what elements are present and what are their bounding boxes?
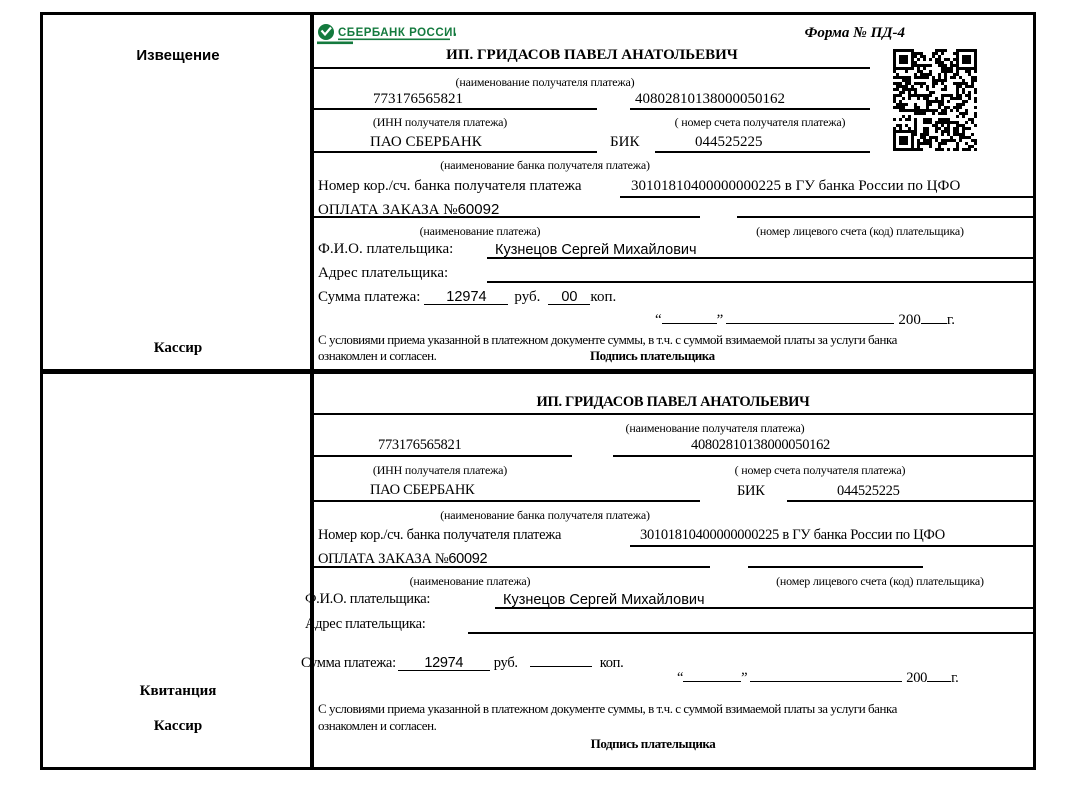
receipt-bank-name: ПАО СБЕРБАНК	[370, 482, 475, 498]
qr-code	[893, 49, 977, 151]
notice-inn: 773176565821	[373, 91, 463, 107]
underline	[468, 632, 1033, 634]
notice-bik-label: БИК	[610, 134, 640, 150]
notice-cashier-label: Кассир	[153, 340, 203, 356]
receipt-kop-label: коп.	[599, 655, 624, 671]
receipt-agreement-line1: С условиями приема указанной в платежном документе суммы, в т.ч. с суммой взимаемой платы за услуги банка	[318, 701, 897, 716]
notice-bank-name: ПАО СБЕРБАНК	[370, 134, 482, 150]
notice-personal-account-caption: (номер лицевого счета (код) плательщика)	[756, 224, 964, 238]
underline	[313, 67, 870, 69]
receipt-payer-address-label: Адрес плательщика:	[305, 616, 426, 632]
receipt-payment-name-label: ОПЛАТА ЗАКАЗА №	[318, 551, 449, 567]
underline	[787, 500, 1033, 502]
receipt-account: 40802810138000050162	[691, 437, 831, 453]
receipt-date-day-field	[683, 666, 741, 682]
receipt-order-number: 60092	[448, 551, 488, 567]
notice-date-row	[655, 308, 955, 329]
receipt-date-month-field	[750, 666, 902, 682]
underline	[487, 257, 1033, 259]
underline	[613, 455, 1033, 457]
underline	[310, 566, 710, 568]
notice-side-label: Извещение	[136, 47, 220, 64]
underline	[313, 413, 1033, 415]
notice-date-month-field	[726, 308, 894, 324]
receipt-corr-label: Номер кор./сч. банка получателя платежа	[318, 527, 562, 543]
underline	[487, 281, 1033, 283]
underline	[655, 151, 870, 153]
receipt-year-prefix: 200	[906, 670, 928, 686]
notice-order-number: 60092	[457, 201, 500, 218]
notice-sum-kop: 00	[548, 289, 590, 305]
receipt-quote-open: “	[677, 670, 684, 686]
receipt-sum-kop	[530, 651, 592, 667]
receipt-bank-caption: (наименование банка получателя платежа)	[440, 508, 650, 522]
receipt-date-row	[677, 666, 958, 687]
receipt-quote-close: ”	[741, 670, 748, 686]
receipt-inn: 773176565821	[378, 437, 462, 453]
receipt-payment-caption: (наименование платежа)	[409, 574, 531, 588]
notice-sum-row	[318, 289, 616, 306]
notice-kop-label: коп.	[590, 289, 617, 305]
notice-payee-caption: (наименование получателя платежа)	[455, 75, 635, 89]
notice-year-prefix: 200	[898, 312, 921, 328]
underline	[737, 216, 1033, 218]
receipt-payee-name: ИП. ГРИДАСОВ ПАВЕЛ АНАТОЛЬЕВИЧ	[536, 394, 810, 410]
underline	[630, 108, 870, 110]
notice-date-day-field	[662, 308, 717, 324]
notice-inn-caption: (ИНН получателя платежа)	[372, 115, 508, 129]
receipt-account-caption: ( номер счета получателя платежа)	[734, 463, 906, 477]
receipt-signature-label: Подпись плательщика	[590, 736, 716, 751]
notice-payee-name: ИП. ГРИДАСОВ ПАВЕЛ АНАТОЛЬЕВИЧ	[446, 47, 738, 63]
receipt-sum-rub: 12974	[398, 655, 490, 671]
notice-account: 40802810138000050162	[635, 91, 785, 107]
receipt-side-label: Квитанция	[139, 683, 217, 699]
section-divider	[43, 369, 1033, 374]
receipt-payer-name-label: Ф.И.О. плательщика:	[305, 591, 431, 607]
underline	[748, 566, 923, 568]
notice-agreement-line2: ознакомлен и согласен.	[318, 348, 437, 363]
notice-payment-caption: (наименование платежа)	[419, 224, 541, 238]
notice-sum-label: Сумма платежа:	[318, 289, 421, 305]
receipt-corr-value: 30101810400000000225 в ГУ банка России по ЦФО	[640, 527, 945, 543]
receipt-year-field	[927, 666, 951, 682]
logo-fineprint-strip	[317, 42, 353, 45]
underline	[620, 196, 1033, 198]
receipt-payee-caption: (наименование получателя платежа)	[625, 421, 805, 435]
notice-corr-value: 30101810400000000225 в ГУ банка России по ЦФО	[631, 178, 961, 194]
notice-corr-label: Номер кор./сч. банка получателя платежа	[318, 178, 582, 194]
underline	[495, 607, 1033, 609]
notice-bik: 044525225	[695, 134, 763, 150]
underline	[630, 545, 1033, 547]
receipt-year-suffix: г.	[951, 670, 959, 686]
receipt-bik: 044525225	[837, 483, 900, 499]
underline	[313, 151, 597, 153]
notice-payer-name: Кузнецов Сергей Михайлович	[495, 242, 697, 258]
receipt-agreement-line2: ознакомлен и согласен.	[318, 718, 437, 733]
receipt-bik-label: БИК	[737, 483, 765, 499]
notice-signature-label: Подпись плательщика	[590, 348, 715, 363]
form-number: Форма № ПД-4	[804, 25, 905, 41]
receipt-rub-label: руб.	[493, 655, 518, 671]
notice-quote-open: “	[655, 312, 662, 328]
receipt-sum-row	[301, 651, 623, 672]
underline	[310, 500, 700, 502]
underline	[310, 216, 700, 218]
receipt-payer-name: Кузнецов Сергей Михайлович	[503, 592, 705, 608]
notice-year-field	[921, 308, 947, 324]
receipt-inn-caption: (ИНН получателя платежа)	[372, 463, 508, 477]
form-inner	[43, 15, 1033, 767]
notice-agreement-line1: С условиями приема указанной в платежном документе суммы, в т.ч. с суммой взимаемой платы за услуги банка	[318, 332, 897, 347]
receipt-cashier-label: Кассир	[153, 718, 203, 734]
notice-account-caption: ( номер счета получателя платежа)	[674, 115, 846, 129]
underline	[310, 455, 572, 457]
notice-payer-name-label: Ф.И.О. плательщика:	[318, 241, 454, 257]
receipt-sum-label: Сумма платежа:	[301, 655, 396, 671]
notice-year-suffix: г.	[946, 312, 956, 328]
notice-quote-close: ”	[716, 312, 724, 328]
notice-payment-name-label: ОПЛАТА ЗАКАЗА №	[318, 202, 458, 218]
sberbank-logo-text: СБЕРБАНК РОССИИ	[338, 27, 456, 39]
notice-payer-address-label: Адрес плательщика:	[318, 265, 449, 281]
receipt-personal-account-caption: (номер лицевого счета (код) плательщика)	[776, 574, 984, 588]
notice-bank-caption: (наименование банка получателя платежа)	[440, 158, 650, 172]
underline	[313, 108, 597, 110]
notice-rub-label: руб.	[514, 289, 541, 305]
notice-sum-rub: 12974	[424, 289, 508, 305]
